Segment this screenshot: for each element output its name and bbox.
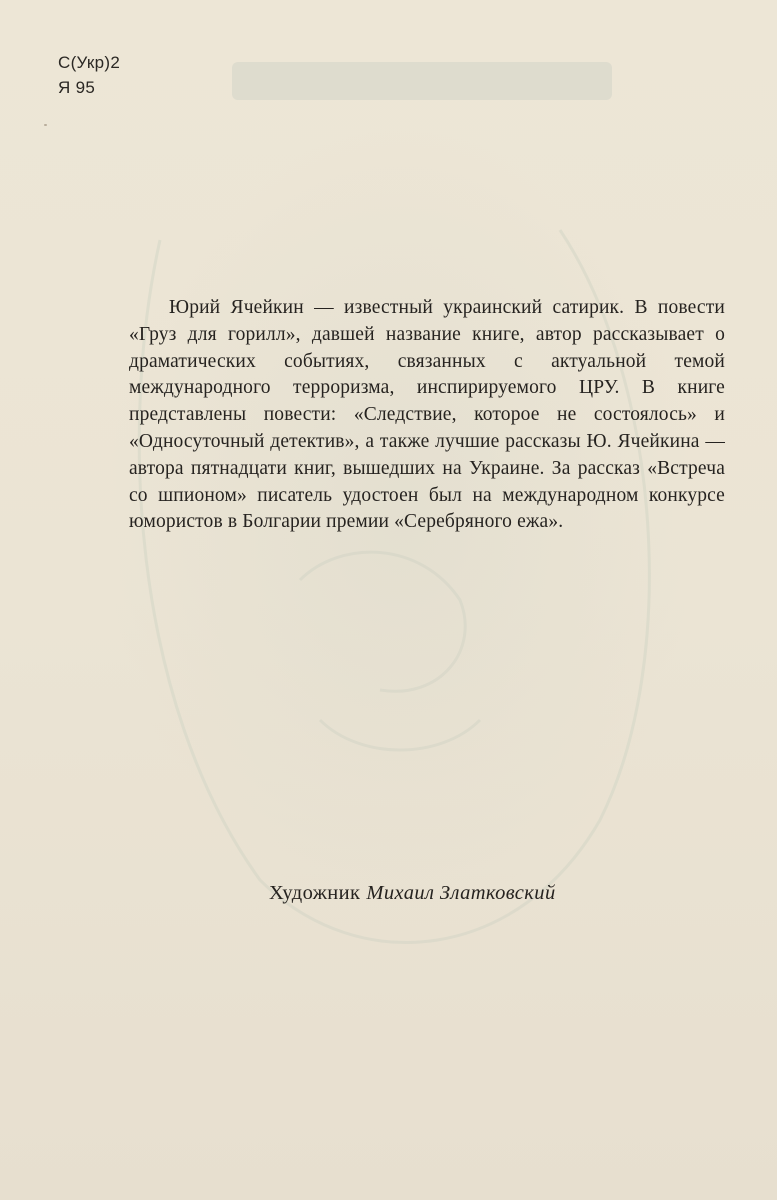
illustrator-credit [269,879,556,907]
illustrator-role: Художник [269,882,361,904]
annotation-paragraph: Юрий Ячейкин — известный украинский сатирик. В повести «Груз для горилл», давшей название книге, автор рассказывает о драматических событиях, связанных с актуальной темой международного терроризма, инспирируемого ЦРУ. В книге представлены повести: «Следствие, которое не состоялось» и «Односуточный детектив», а также лучшие рассказы Ю. Ячейкина — автора пятнадцати книг, вышедших на Украине. За рассказ «Встреча со шпионом» писатель удостоен был на международном конкурсе юмористов в Болгарии премии «Серебряного ежа». [129,297,725,533]
paper-speck [44,124,47,126]
catalog-index-line-2: Я 95 [58,78,96,97]
catalog-index-line-1: С(Укр)2 [58,53,121,72]
illustrator-name: Михаил Златковский [366,882,556,904]
catalog-index [58,50,120,100]
annotation-block [129,295,725,536]
